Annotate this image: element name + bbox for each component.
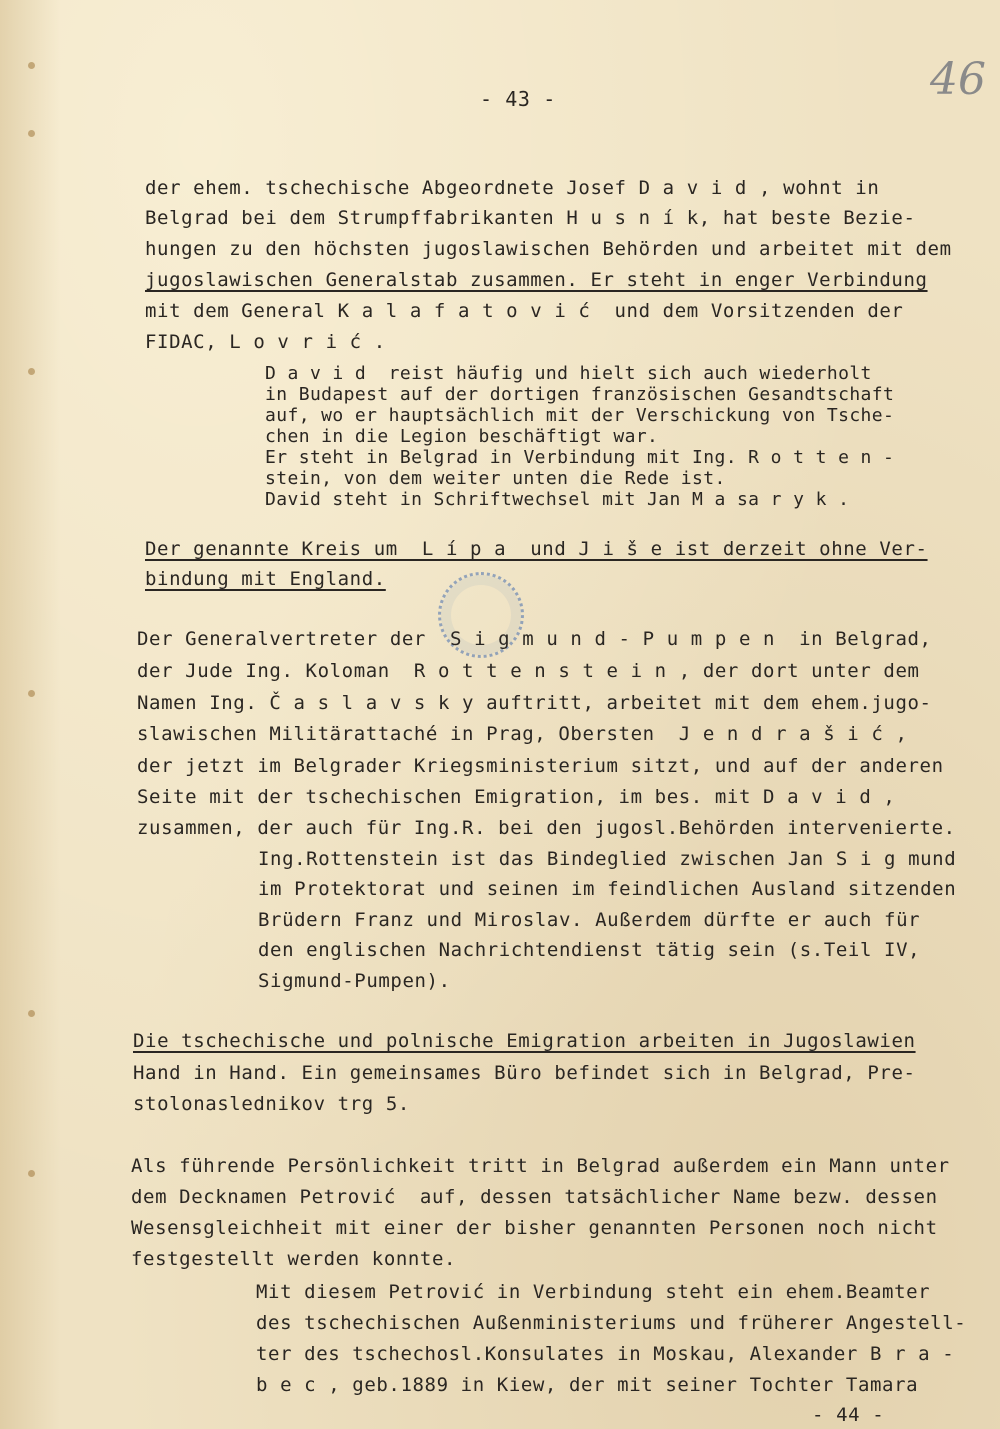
text-line: bindung mit England.	[145, 568, 386, 590]
text-line: der Jude Ing. Koloman R o t t e n s t e i n , der dort unter dem	[137, 660, 920, 682]
text-line: Mit diesem Petrović in Verbindung steht ein ehem.Beamter	[256, 1281, 931, 1303]
text-line: hungen zu den höchsten jugoslawischen Behörden und arbeitet mit dem	[145, 238, 952, 260]
binding-hole	[28, 130, 35, 137]
text-line: auf, wo er hauptsächlich mit der Verschickung von Tsche-	[265, 405, 895, 426]
text-line: Sigmund-Pumpen).	[258, 970, 451, 992]
page-number-top: - 43 -	[480, 87, 556, 111]
text-line: Belgrad bei dem Strumpffabrikanten H u s n í k, hat beste Bezie-	[145, 207, 916, 229]
text-line: slawischen Militärattaché in Prag, Obersten J e n d r a š i ć ,	[137, 723, 908, 745]
text-line: ter des tschechosl.Konsulates in Moskau, Alexander B r a -	[256, 1343, 955, 1365]
page-number-bottom: - 44 -	[812, 1404, 885, 1426]
text-line: dem Decknamen Petrović auf, dessen tatsächlicher Name bezw. dessen	[131, 1186, 938, 1208]
text-line: in Budapest auf der dortigen französischen Gesandtschaft	[265, 384, 895, 405]
text-line: Seite mit der tschechischen Emigration, im bes. mit D a v i d ,	[137, 786, 896, 808]
text-line: des tschechischen Außenministeriums und früherer Angestell-	[256, 1312, 967, 1334]
text-line: D a v i d reist häufig und hielt sich auch wiederholt	[265, 363, 872, 384]
text-line: Die tschechische und polnische Emigration arbeiten in Jugoslawien	[133, 1030, 916, 1052]
binding-hole	[28, 368, 35, 375]
text-line: Brüdern Franz und Miroslav. Außerdem dürfte er auch für	[258, 909, 921, 931]
text-line: Wesensgleichheit mit einer der bisher genannten Personen noch nicht	[131, 1217, 938, 1239]
text-line: jugoslawischen Generalstab zusammen. Er steht in enger Verbindung	[145, 269, 928, 291]
paper-edge-shading	[0, 0, 60, 1429]
text-line: Er steht in Belgrad in Verbindung mit Ing. R o t t e n -	[265, 447, 895, 468]
text-line: Der genannte Kreis um L í p a und J i š e ist derzeit ohne Ver-	[145, 538, 928, 560]
text-line: Namen Ing. Č a s l a v s k y auftritt, arbeitet mit dem ehem.jugo-	[137, 692, 932, 714]
binding-hole	[28, 62, 35, 69]
text-line: mit dem General K a l a f a t o v i ć und dem Vorsitzenden der	[145, 300, 904, 322]
text-line: Ing.Rottenstein ist das Bindeglied zwischen Jan S i g mund	[258, 848, 957, 870]
text-line: b e c , geb.1889 in Kiew, der mit seiner Tochter Tamara	[256, 1374, 919, 1396]
binding-hole	[28, 1010, 35, 1017]
text-line: chen in die Legion beschäftigt war.	[265, 426, 659, 447]
text-line: den englischen Nachrichtendienst tätig sein (s.Teil IV,	[258, 939, 921, 961]
text-line: festgestellt werden konnte.	[131, 1248, 457, 1270]
text-line: David steht in Schriftwechsel mit Jan M a sa r y k .	[265, 489, 850, 510]
binding-hole	[28, 1170, 35, 1177]
binding-hole	[28, 690, 35, 697]
text-line: zusammen, der auch für Ing.R. bei den jugosl.Behörden intervenierte.	[137, 817, 956, 839]
text-line: im Protektorat und seinen im feindlichen Ausland sitzenden	[258, 878, 957, 900]
text-line: Der Generalvertreter der S i g m u n d - P u m p e n in Belgrad,	[137, 628, 932, 650]
text-line: Als führende Persönlichkeit tritt in Belgrad außerdem ein Mann unter	[131, 1155, 950, 1177]
text-line: der ehem. tschechische Abgeordnete Josef D a v i d , wohnt in	[145, 177, 880, 199]
handwritten-folio-number: 46	[930, 54, 986, 105]
text-line: der jetzt im Belgrader Kriegsministerium sitzt, und auf der anderen	[137, 755, 944, 777]
text-line: stolonaslednikov trg 5.	[133, 1093, 410, 1115]
text-line: Hand in Hand. Ein gemeinsames Büro befindet sich in Belgrad, Pre-	[133, 1062, 916, 1084]
text-line: FIDAC, L o v r i ć .	[145, 331, 386, 353]
text-line: stein, von dem weiter unten die Rede ist.	[265, 468, 726, 489]
